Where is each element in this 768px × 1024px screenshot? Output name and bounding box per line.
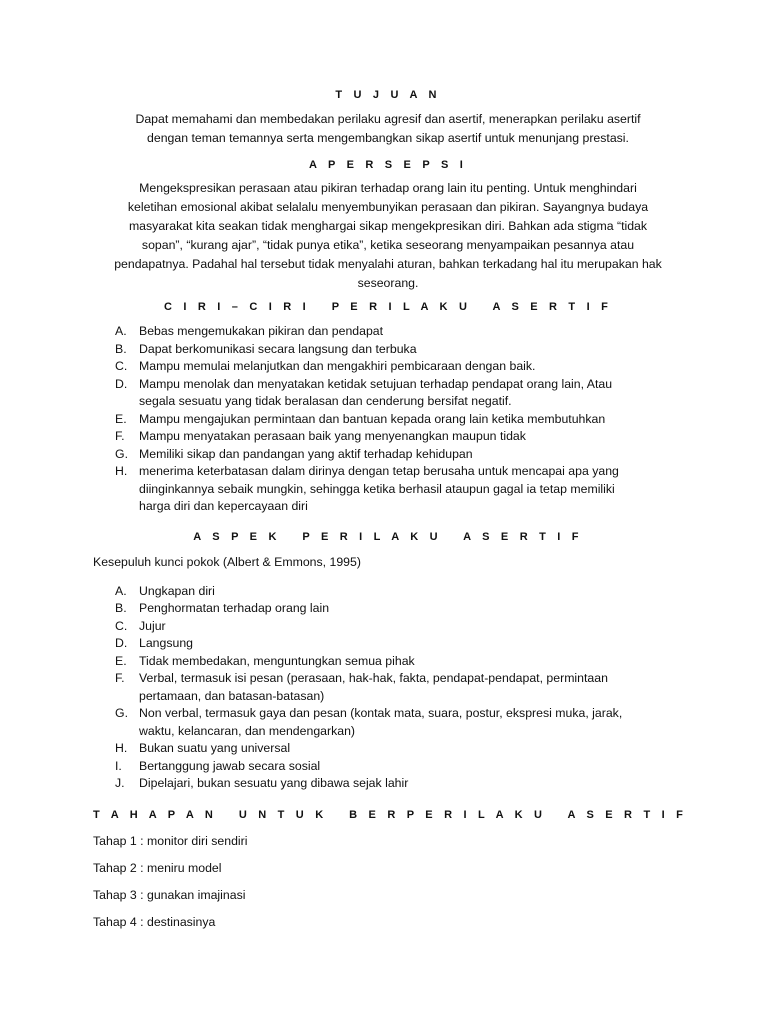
text-line: keletihan emosional akibat selalalu menyembunyikan perasaan dan pikiran. Sayangnya budaya: [127, 200, 649, 214]
list-item-text: Tidak membedakan, menguntungkan semua pihak: [139, 653, 415, 668]
tahapan-heading: T A H A P A N U N T U K B E R P E R I L A K U A S E R T I F: [93, 808, 688, 821]
list-item-text: harga diri dan kepercayaan diri: [139, 499, 308, 513]
list-item-text: Bukan suatu yang universal: [139, 741, 291, 755]
list-item-text: Mampu mengajukan permintaan dan bantuan kepada orang lain ketika membutuhkan: [139, 411, 606, 426]
list-item-text: Dipelajari, bukan sesuatu yang dibawa sejak lahir: [139, 776, 409, 790]
document-page: [93, 84, 688, 931]
list-item: [93, 428, 683, 446]
tahap-step: Tahap 3 : gunakan imajinasi: [93, 887, 246, 902]
list-item: [93, 358, 683, 376]
list-item: [93, 670, 683, 705]
list-marker: I.: [115, 758, 122, 773]
list-item: [93, 705, 683, 740]
list-item: [93, 583, 683, 601]
list-item: [93, 411, 683, 429]
text-line: seseorang.: [357, 276, 419, 290]
list-marker: E.: [115, 411, 127, 426]
list-item-text: diinginkannya sebaik mungkin, sehingga ketika berhasil ataupun gagal ia tetap memiliki: [139, 481, 615, 496]
text-line: Mengekspresikan perasaan atau pikiran terhadap orang lain itu penting. Untuk menghindari: [139, 181, 637, 195]
apersepsi-heading: A P E R S E P S I: [308, 159, 467, 171]
ciri-list: [93, 323, 683, 516]
list-item-text: Non verbal, termasuk gaya dan pesan (kontak mata, suara, postur, ekspresi muka, jarak,: [139, 706, 623, 720]
list-item: [93, 463, 683, 516]
tujuan-heading: T U J U A N: [335, 89, 441, 101]
tahap-step: Tahap 2 : meniru model: [93, 860, 222, 875]
list-item: [93, 635, 683, 653]
list-marker: C.: [115, 359, 128, 373]
list-marker: C.: [115, 618, 128, 633]
list-item: [93, 618, 683, 636]
list-item-text: menerima keterbatasan dalam dirinya dengan tetap berusaha untuk mencapai apa yang: [139, 464, 619, 478]
list-marker: J.: [115, 776, 125, 790]
list-item: [93, 341, 683, 359]
list-marker: H.: [115, 464, 128, 478]
list-item: [93, 653, 683, 671]
list-marker: F.: [115, 429, 125, 443]
text-line: pendapatnya. Padahal hal tersebut tidak menyalahi aturan, bahkan terkadang hal itu merupakan hak: [114, 257, 662, 271]
list-item: [93, 740, 683, 758]
list-item-text: Verbal, termasuk isi pesan (perasaan, hak-hak, fakta, pendapat-pendapat, permintaan: [139, 671, 608, 685]
list-marker: G.: [115, 706, 128, 720]
list-item-text: Jujur: [139, 618, 166, 633]
list-item: [93, 758, 683, 776]
list-item: [93, 323, 683, 341]
list-item-text: Bertanggung jawab secara sosial: [139, 758, 321, 773]
list-marker: A.: [115, 583, 127, 598]
list-marker: D.: [115, 376, 128, 391]
aspek-list: [93, 583, 683, 793]
aspek-heading: A S P E K P E R I L A K U A S E R T I F: [193, 530, 583, 543]
list-item-text: Mampu menolak dan menyatakan ketidak setujuan terhadap pendapat orang lain, Atau: [139, 376, 613, 391]
aspek-intro: Kesepuluh kunci pokok (Albert & Emmons, 1995): [93, 554, 361, 569]
list-marker: D.: [115, 636, 128, 650]
list-marker: F.: [115, 671, 125, 685]
tujuan-paragraph: [93, 110, 683, 148]
list-item-text: Penghormatan terhadap orang lain: [139, 601, 330, 615]
list-item: [93, 775, 683, 793]
list-item-text: Mampu menyatakan perasaan baik yang menyenangkan maupun tidak: [139, 429, 526, 443]
list-marker: A.: [115, 324, 127, 338]
text-line: Dapat memahami dan membedakan perilaku agresif dan asertif, menerapkan perilaku asertif: [135, 112, 641, 126]
list-item: [93, 376, 683, 411]
tahap-step: Tahap 1 : monitor diri sendiri: [93, 833, 248, 848]
tahap-step: Tahap 4 : destinasinya: [93, 914, 216, 929]
list-marker: G.: [115, 446, 128, 461]
list-marker: H.: [115, 741, 128, 755]
list-item-text: Dapat berkomunikasi secara langsung dan terbuka: [139, 341, 417, 356]
list-item-text: segala sesuatu yang tidak beralasan dan cenderung bersifat negatif.: [139, 394, 512, 408]
text-line: sopan”, “kurang ajar”, “tidak punya etika”, ketika seseorang menyampaikan pesannya atau: [141, 238, 635, 252]
text-line: masyarakat kita seakan tidak menghargai sikap mengekpresikan diri. Bahkan ada stigma “tidak: [128, 219, 648, 233]
list-item-text: Mampu memulai melanjutkan dan mengakhiri pembicaraan dengan baik.: [139, 359, 536, 373]
list-item: [93, 600, 683, 618]
list-item: [93, 446, 683, 464]
list-marker: E.: [115, 653, 127, 668]
list-item-text: Ungkapan diri: [139, 583, 215, 598]
list-item-text: Memiliki sikap dan pandangan yang aktif terhadap kehidupan: [139, 446, 473, 461]
list-item-text: pertamaan, dan batasan-batasan): [139, 688, 325, 703]
apersepsi-paragraph: [93, 179, 683, 293]
list-item-text: waktu, kelancaran, dan mendengarkan): [139, 723, 356, 738]
text-line: dengan teman temannya serta mengembangkan sikap asertif untuk menunjang prestasi.: [147, 131, 629, 145]
list-marker: B.: [115, 341, 127, 356]
ciri-heading: C I R I – C I R I P E R I L A K U A S E R T I F: [163, 301, 613, 313]
list-item-text: Bebas mengemukakan pikiran dan pendapat: [139, 324, 384, 338]
list-marker: B.: [115, 601, 127, 615]
list-item-text: Langsung: [139, 636, 194, 650]
